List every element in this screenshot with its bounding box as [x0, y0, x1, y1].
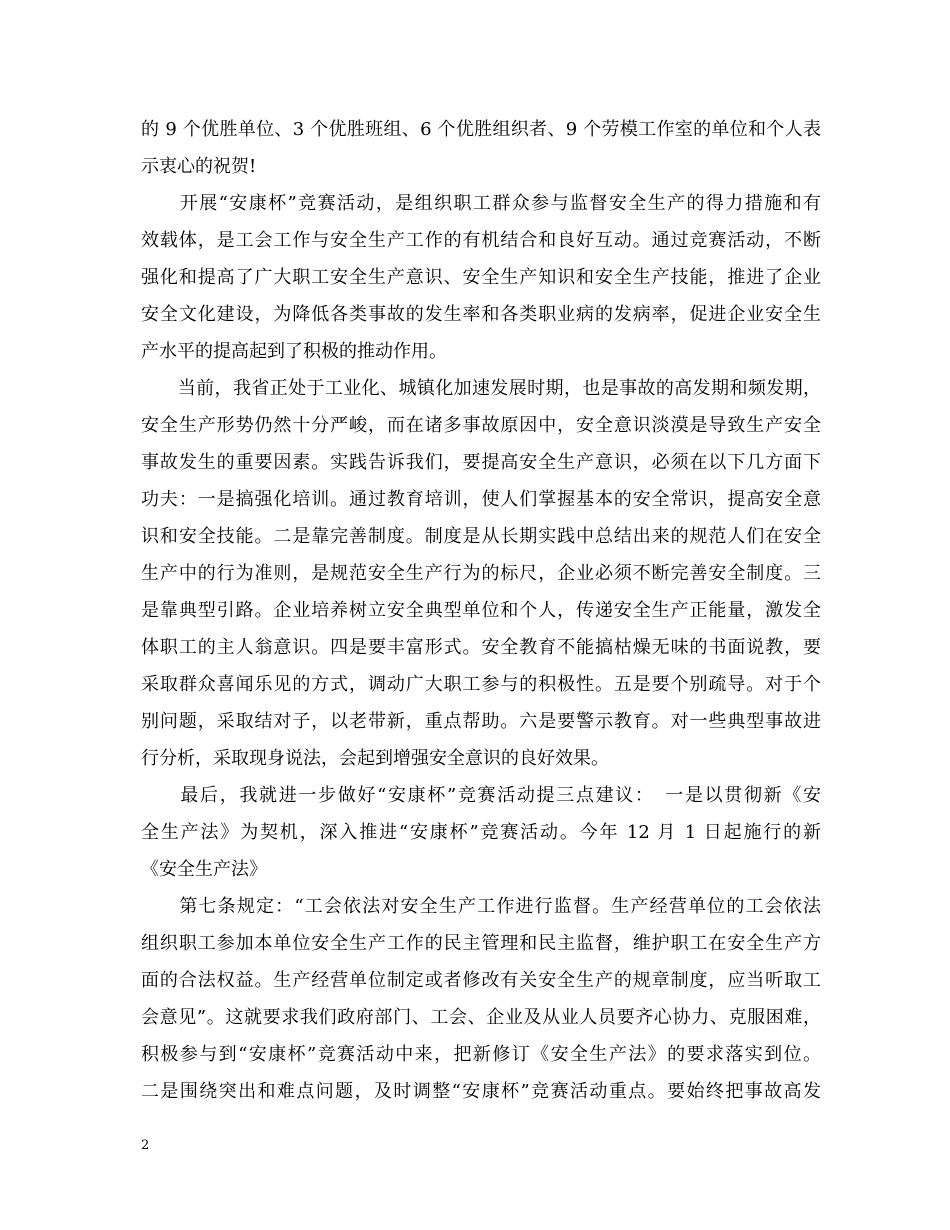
text-line: 产水平的提高起到了积极的推动作用。 — [141, 341, 447, 362]
text-line: 采取群众喜闻乐见的方式，调动广大职工参与的积极性。五是要个别疏导。对于个 — [141, 674, 821, 695]
text-line: 二是围绕突出和难点问题，及时调整“安康杯”竞赛活动重点。要始终把事故高发 — [141, 1081, 821, 1102]
text-line: 安全生产形势仍然十分严峻，而在诸多事故原因中，安全意识淡漠是导致生产安全 — [141, 415, 821, 436]
text-line: 强化和提高了广大职工安全生产意识、安全生产知识和安全生产技能，推进了企业 — [141, 267, 821, 288]
text-line: 别问题，采取结对子，以老带新，重点帮助。六是要警示教育。对一些典型事故进 — [141, 711, 821, 732]
text-line: 的 9 个优胜单位、3 个优胜班组、6 个优胜组织者、9 个劳模工作室的单位和个人表 — [141, 119, 821, 140]
page-number: 2 — [141, 1138, 150, 1153]
text-line: 积极参与到“安康杯”竞赛活动中来，把新修订《安全生产法》的要求落实到位。 — [141, 1044, 821, 1065]
text-line: 是靠典型引路。企业培养树立安全典型单位和个人，传递安全生产正能量，激发全 — [141, 600, 821, 621]
text-line: 生产中的行为准则，是规范安全生产行为的标尺，企业必须不断完善安全制度。三 — [141, 563, 821, 584]
text-line: 最后，我就进一步做好“安康杯”竞赛活动提三点建议： 一是以贯彻新《安 — [141, 785, 821, 806]
text-line: 事故发生的重要因素。实践告诉我们，要提高安全生产意识，必须在以下几方面下 — [141, 452, 821, 473]
text-line: 功夫：一是搞强化培训。通过教育培训，使人们掌握基本的安全常识，提高安全意 — [141, 489, 821, 510]
text-line: 体职工的主人翁意识。四是要丰富形式。安全教育不能搞枯燥无味的书面说教，要 — [141, 637, 821, 658]
text-line: 识和安全技能。二是靠完善制度。制度是从长期实践中总结出来的规范人们在安全 — [141, 526, 821, 547]
text-line: 当前，我省正处于工业化、城镇化加速发展时期，也是事故的高发期和频发期， — [141, 378, 821, 399]
text-line: 第七条规定：“工会依法对安全生产工作进行监督。生产经营单位的工会依法 — [141, 896, 821, 917]
text-line: 组织职工参加本单位安全生产工作的民主管理和民主监督，维护职工在安全生产方 — [141, 933, 821, 954]
text-line: 效载体，是工会工作与安全生产工作的有机结合和良好互动。通过竞赛活动，不断 — [141, 230, 821, 251]
text-line: 《安全生产法》 — [141, 859, 267, 880]
text-line: 安全文化建设，为降低各类事故的发生率和各类职业病的发病率，促进企业安全生 — [141, 304, 821, 325]
text-line: 示衷心的祝贺! — [141, 156, 257, 177]
text-line: 会意见”。这就要求我们政府部门、工会、企业及从业人员要齐心协力、克服困难， — [141, 1007, 821, 1028]
text-line: 行分析，采取现身说法，会起到增强安全意识的良好效果。 — [141, 748, 609, 769]
text-line: 开展“安康杯”竞赛活动，是组织职工群众参与监督安全生产的得力措施和有 — [141, 193, 821, 214]
text-line: 全生产法》为契机，深入推进“安康杯”竞赛活动。今年 12 月 1 日起施行的新 — [141, 822, 821, 843]
text-line: 面的合法权益。生产经营单位制定或者修改有关安全生产的规章制度，应当听取工 — [141, 970, 821, 991]
